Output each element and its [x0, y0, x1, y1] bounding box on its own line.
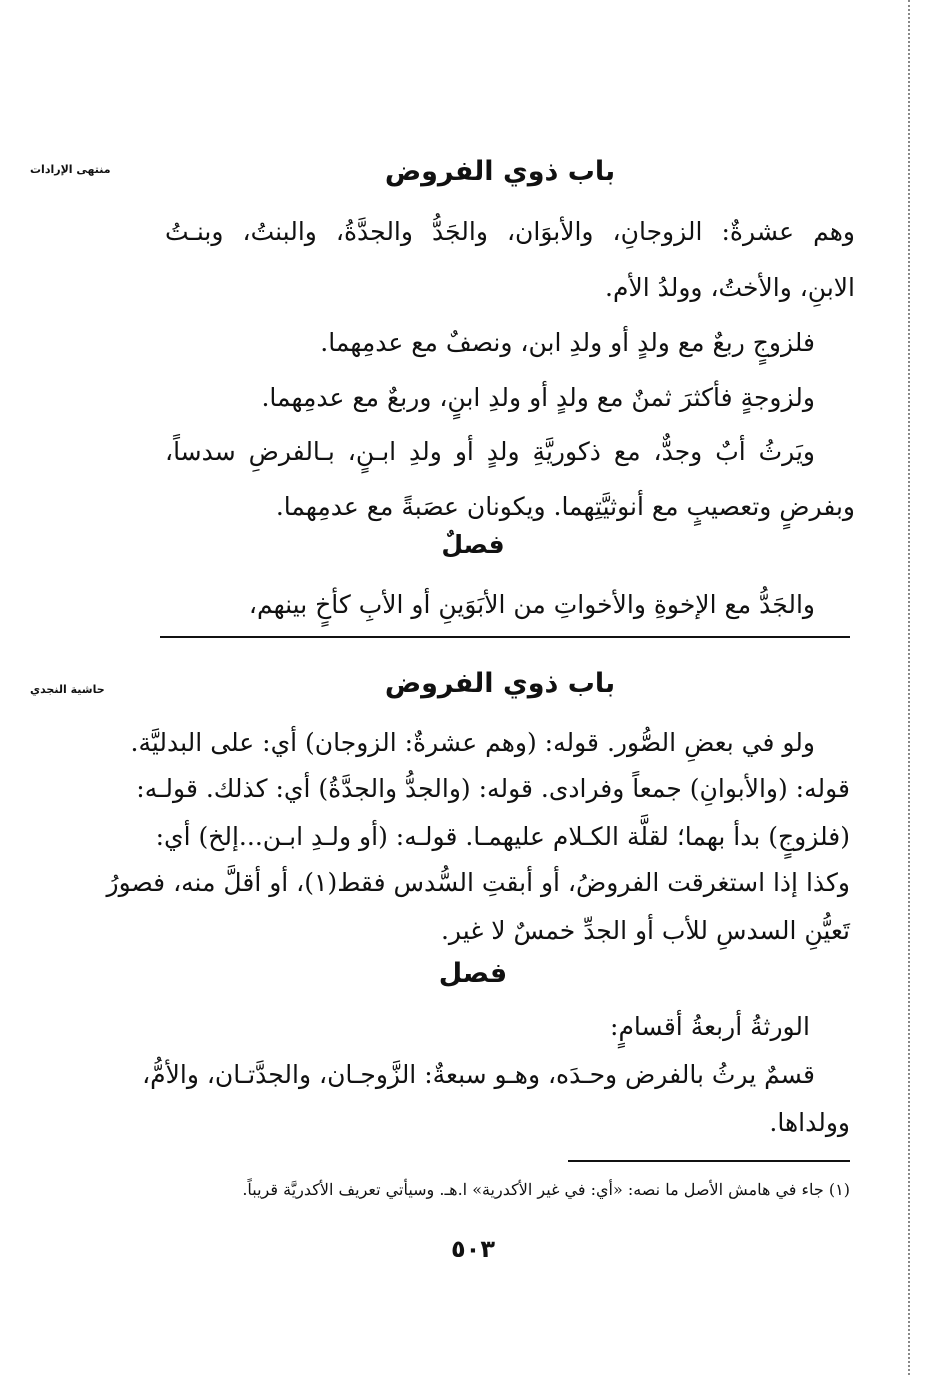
matn-line-1: وهم عشرةٌ: الزوجانِ، والأبوَان، والجَدُّ والجدَّةُ، والبنتُ، وبنـتُ: [165, 217, 855, 246]
top-side-label: منتهى الإرادات: [30, 163, 111, 176]
hashiya-line-1: ولو في بعضِ الصُّور. قوله: (وهم عشرةٌ: الزوجان) أي: على البدليَّة.: [130, 728, 815, 757]
bottom-side-label: حاشية النجدي: [30, 683, 105, 696]
section-divider: [160, 636, 850, 638]
top-section-title: باب ذوي الفروض: [384, 156, 616, 187]
hashiya-line-4: وكذا إذا استغرقت الفروضُ، أو أبقتِ السُّدس فقط(١)، أو أقلَّ منه، فصورُ: [106, 868, 850, 897]
hashiya-line-3: (فلزوجٍ) بدأ بهما؛ لقلَّة الكـلام عليهمـا. قولـه: (أو ولـدِ ابـن...إلخ) أي:: [155, 822, 850, 851]
matn-line-5: ويَرثُ أبٌ وجدٌّ، مع ذكوريَّةِ ولدٍ أو ولدِ ابـنٍ، بـالفرضِ سدساً،: [165, 437, 815, 466]
matn-line-2: الابنِ، والأختُ، وولدُ الأم.: [605, 273, 855, 302]
matn-line-6: وبفرضٍ وتعصيبٍ مع أنوثيَّتِهما. ويكونان عصَبةً مع عدمِهما.: [275, 492, 855, 521]
page-number: ٥٠٣: [451, 1235, 495, 1263]
bottom-section-title: باب ذوي الفروض: [384, 668, 616, 699]
page-edge-dotted-border: [908, 0, 910, 1375]
matn-line-3: فلزوجٍ ربعٌ مع ولدٍ أو ولدِ ابن، ونصفٌ مع عدمِهما.: [320, 328, 815, 357]
hashiya-fasl-line-1: الورثةُ أربعةُ أقسامٍ:: [610, 1012, 810, 1041]
hashiya-line-2: قوله: (والأبوانِ) جمعاً وفرادى. قوله: (والجدُّ والجدَّةُ) أي: كذلك. قولـه:: [136, 774, 850, 803]
matn-fasl-heading: فصلٌ: [441, 530, 505, 559]
hashiya-line-5: تَعيُّنِ السدسِ للأب أو الجدِّ خمسٌ لا غير.: [440, 916, 850, 945]
hashiya-fasl-line-3: وولداها.: [769, 1108, 850, 1137]
matn-fasl-line: والجَدُّ مع الإخوةِ والأخواتِ من الأبَوَينِ أو الأبِ كأخٍ بينهم،: [248, 590, 815, 619]
matn-line-4: ولزوجةٍ فأكثرَ ثمنٌ مع ولدٍ أو ولدِ ابنٍ، وربعٌ مع عدمِهما.: [261, 383, 815, 412]
footnote: (١) جاء في هامش الأصل ما نصه: «أي: في غير الأكدرية» ا.هـ. وسيأتي تعريف الأكدريَّة قريباً.: [242, 1180, 850, 1199]
hashiya-fasl-heading: فصل: [438, 958, 508, 989]
footnote-divider: [568, 1160, 850, 1162]
hashiya-fasl-line-2: قسمٌ يرثُ بالفرض وحـدَه، وهـو سبعةٌ: الزَّوجـان، والجدَّتـان، والأمُّ،: [142, 1060, 815, 1089]
